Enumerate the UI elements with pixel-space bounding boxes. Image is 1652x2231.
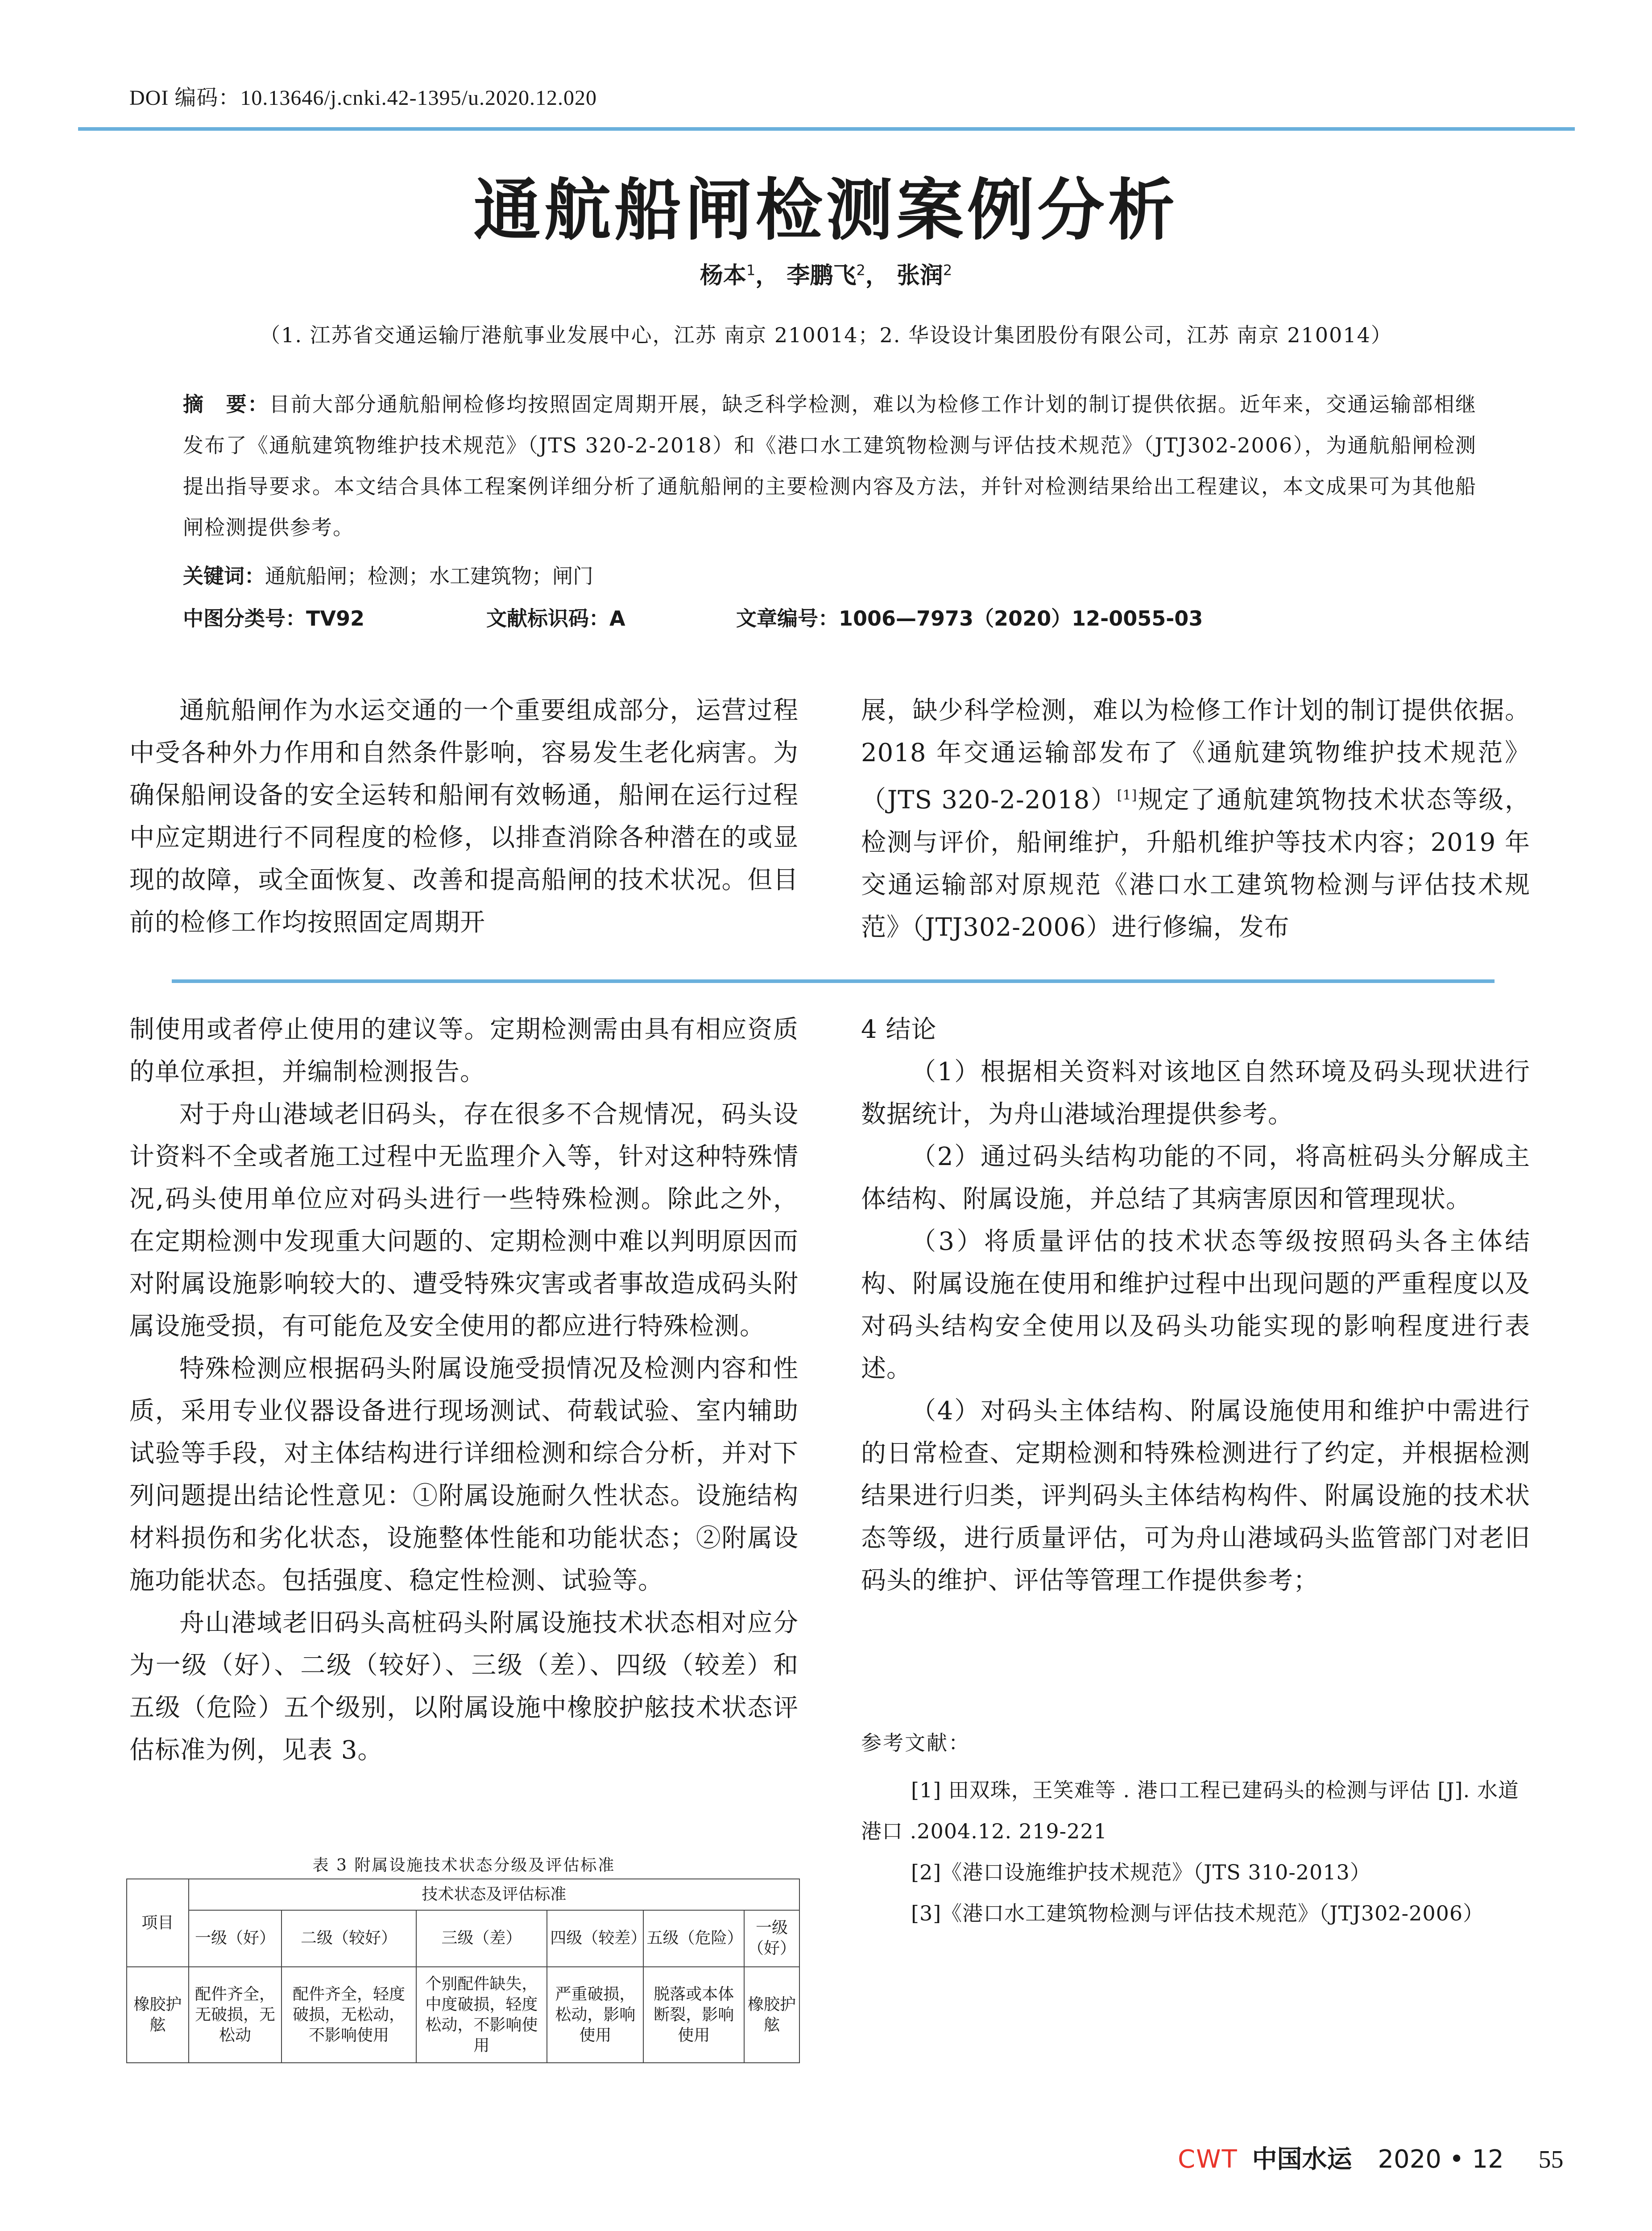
table-header-level: 五级（危险） xyxy=(643,1910,744,1967)
clc-code: 中图分类号：TV92 xyxy=(183,606,364,630)
body-paragraph: 舟山港域老旧码头高桩码头附属设施技术状态相对应分为一级（好）、二级（较好）、三级（差）、四级（较差）和五级（危险）五个级别，以附属设施中橡胶护舷技术状态评估标准为例，见表 3。 xyxy=(129,1609,799,1765)
conclusion-item: （2）通过码头结构功能的不同，将高桩码头分解成主体结构、附属设施，并总结了其病害原因和管理现状。 xyxy=(861,1142,1530,1214)
references-heading: 参考文献： xyxy=(861,1731,970,1755)
table-row-label: 橡胶护舷 xyxy=(127,1967,189,2063)
abstract-label: 摘 要： xyxy=(183,392,269,416)
section-break-rule xyxy=(172,979,1495,983)
reference-item: [1] 田双珠，王笑难等 . 港口工程已建码头的检测与评估 [J]. 水道港口 .2004.12. 219-221 xyxy=(861,1778,1519,1843)
reference-item: [2]《港口设施维护技术规范》（JTS 310-2013） xyxy=(911,1860,1371,1884)
intro-left-column xyxy=(129,689,799,944)
article-number: 文章编号：1006—7973（2020）12-0055-03 xyxy=(736,606,1203,630)
body-paragraph: 对于舟山港域老旧码头，存在很多不合规情况，码头设计资料不全或者施工过程中无监理介入等，针对这种特殊情况,码头使用单位应对码头进行一些特殊检测。除此之外，在定期检测中发现重大问题的、定期检测中难以判明原因而对附属设施影响较大的、遭受特殊灾害或者事故造成码头附属设施受损，有可能危及安全使用的都应进行特殊检测。 xyxy=(129,1100,799,1341)
author-affil-mark: 1 xyxy=(746,261,756,279)
table-3 xyxy=(126,1879,800,2063)
body-paragraph: 制使用或者停止使用的建议等。定期检测需由具有相应资质的单位承担，并编制检测报告。 xyxy=(129,1015,799,1086)
author-name: 张润 xyxy=(896,262,943,289)
intro-paragraph: 通航船闸作为水运交通的一个重要组成部分，运营过程中受各种外力作用和自然条件影响，容易发生老化病害。为确保船闸设备的安全运转和船闸有效畅通，船闸在运行过程中应定期进行不同程度的检修，以排查消除各种潜在的或显现的故障，或全面恢复、改善和提高船闸的技术状况。但目前的检修工作均按照固定周期开 xyxy=(129,696,799,937)
table-cell: 脱落或本体断裂，影响使用 xyxy=(643,1967,744,2063)
reference-item: [3]《港口水工建筑物检测与评估技术规范》（JTJ302-2006） xyxy=(911,1901,1484,1925)
keywords-text: 通航船闸；检测；水工建筑物；闸门 xyxy=(265,564,593,588)
intro-paragraph-continued xyxy=(861,689,1530,949)
intro-text: 展，缺少科学检测，难以为检修工作计划的制订提供依据。2018 年交通运输部发布了《通航建筑物维护技术规范》（JTS 320-2-2018） xyxy=(861,696,1530,815)
author-separator: ， xyxy=(865,262,889,289)
conclusion-item: （3）将质量评估的技术状态等级按照码头各主体结构、附属设施在使用和维护过程中出现问题的严重程度以及对码头结构安全使用以及码头功能实现的影响程度进行表述。 xyxy=(861,1227,1530,1383)
author-name: 李鹏飞 xyxy=(787,262,857,289)
top-rule xyxy=(78,127,1575,131)
author-affil-mark: 2 xyxy=(943,261,952,279)
author-affil-mark: 2 xyxy=(856,261,865,279)
body-left-column xyxy=(129,1008,799,1771)
table-cell: 配件齐全，轻度破损，无松动，不影响使用 xyxy=(282,1967,416,2063)
magazine-name: 中国水运 xyxy=(1252,2144,1352,2174)
brand-mark: CWT xyxy=(1178,2145,1238,2174)
conclusion-item: （4）对码头主体结构、附属设施使用和维护中需进行的日常检查、定期检测和特殊检测进行了约定，并根据检测结果进行归类，评判码头主体结构构件、附属设施的技术状态等级，进行质量评估，可为舟山港域码头监管部门对老旧码头的维护、评估等管理工作提供参考； xyxy=(861,1397,1530,1595)
table-header-level: 一级（好） xyxy=(189,1910,282,1967)
keywords xyxy=(183,560,593,589)
table-cell: 橡胶护舷 xyxy=(744,1967,799,2063)
table-header-level: 二级（较好） xyxy=(282,1910,416,1967)
table-header-level: 三级（差） xyxy=(416,1910,547,1967)
page-footer xyxy=(1178,2140,1564,2175)
section-heading: 4 结论 xyxy=(861,1015,937,1044)
author-separator: ， xyxy=(755,262,779,289)
references xyxy=(861,1727,1530,1934)
table-header-project: 项目 xyxy=(127,1879,189,1967)
table-cell: 严重破损，松动，影响使用 xyxy=(547,1967,643,2063)
table-cell: 配件齐全，无破损，无松动 xyxy=(189,1967,282,2063)
affiliations: （1. 江苏省交通运输厅港航事业发展中心，江苏 南京 210014；2. 华设设计集团股份有限公司，江苏 南京 210014） xyxy=(260,323,1392,347)
abstract-text: 目前大部分通航船闸检修均按照固定周期开展，缺乏科学检测，难以为检修工作计划的制订提供依据。近年来，交通运输部相继发布了《通航建筑物维护技术规范》（JTS 320-2-2018）和《港口水工建筑物检测与评估技术规范》（JTJ302-2006），为通航船闸检测提出指导要求。本文结合具体工程案例详细分析了通航船闸的主要检测内容及方法，并针对检测结果给出工程建议，本文成果可为其他船闸检测提供参考。 xyxy=(183,392,1477,539)
intro-right-column xyxy=(861,689,1530,949)
paper-title: 通航船闸检测案例分析 xyxy=(473,171,1179,249)
conclusion-item: （1）根据相关资料对该地区自然环境及码头现状进行数据统计，为舟山港域治理提供参考。 xyxy=(861,1057,1530,1129)
table-header-level: 四级（较差） xyxy=(547,1910,643,1967)
table-header-group: 技术状态及评估标准 xyxy=(189,1879,799,1910)
body-paragraph: 特殊检测应根据码头附属设施受损情况及检测内容和性质，采用专业仪器设备进行现场测试、荷载试验、室内辅助试验等手段，对主体结构进行详细检测和综合分析，并对下列问题提出结论性意见：①附属设施耐久性状态。设施结构材料损伤和劣化状态，设施整体性能和功能状态；②附属设施功能状态。包括强度、稳定性检测、试验等。 xyxy=(129,1354,799,1595)
table-header-level: 一级（好） xyxy=(744,1910,799,1967)
intro-text: 规定了通航建筑物技术状态等级，检测与评价，船闸维护，升船机维护等技术内容；2019 年交通运输部对原规范《港口水工建筑物检测与评估技术规范》（JTJ302-2006）进行修编，发布 xyxy=(861,785,1530,942)
document-code: 文献标识码：A xyxy=(486,606,625,630)
classification-line xyxy=(183,602,1477,632)
table-caption: 表 3 附属设施技术状态分级及评估标准 xyxy=(312,1856,616,1874)
author-list xyxy=(0,257,1652,290)
abstract xyxy=(183,384,1477,548)
keywords-label: 关键词： xyxy=(183,564,265,588)
table-cell: 个别配件缺失，中度破损，轻度松动，不影响使用 xyxy=(416,1967,547,2063)
author-name: 杨本 xyxy=(700,262,746,289)
issue-number: 2020 • 12 xyxy=(1378,2145,1504,2174)
citation-mark: [1] xyxy=(1117,788,1138,803)
body-right-column xyxy=(861,1008,1530,1602)
page-number: 55 xyxy=(1538,2146,1564,2173)
doi-line: DOI 编码：10.13646/j.cnki.42-1395/u.2020.12.020 xyxy=(129,86,597,110)
